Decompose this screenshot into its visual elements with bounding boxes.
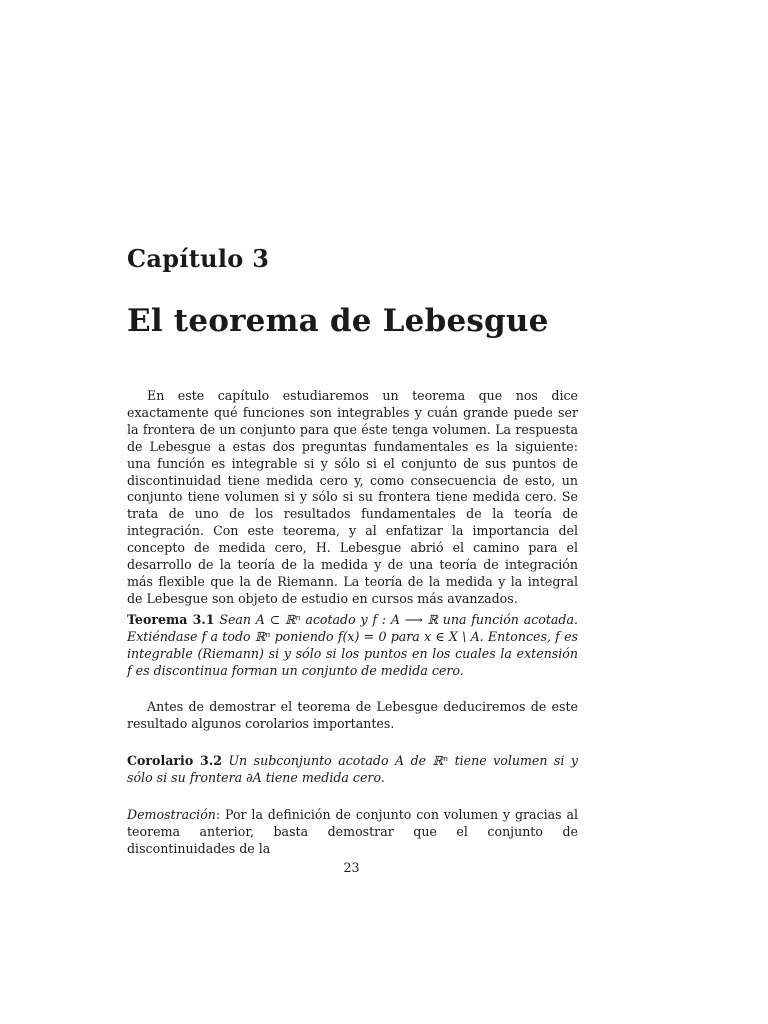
theorem-text: Sean A ⊂ ℝⁿ acotado y f : A ⟶ ℝ una función acotada. Extiéndase f a todo ℝⁿ poniendo f(x) = 0 para x ∈ X \ A. Entonces, f es integrable (Riemann) si y sólo si los puntos en los cuales la extensión f es discontinua forman un conjunto de medida cero.	[127, 612, 578, 678]
proof-block	[127, 807, 578, 858]
before-paragraph: Antes de demostrar el teorema de Lebesgue deduciremos de este resultado algunos corolarios importantes.	[127, 699, 578, 731]
corollary-text: Un subconjunto acotado A de ℝⁿ tiene volumen si y sólo si su frontera ∂A tiene medida cero.	[127, 753, 578, 785]
theorem-label: Teorema 3.1	[127, 612, 215, 627]
proof-text: : Por la definición de conjunto con volumen y gracias al teorema anterior, basta demostrar que el conjunto de discontinuidades de la	[127, 807, 578, 856]
chapter-label: Capítulo 3	[127, 244, 270, 273]
intro-paragraph: En este capítulo estudiaremos un teorema que nos dice exactamente qué funciones son integrables y cuán grande puede ser la frontera de un conjunto para que éste tenga volumen. La respuesta de Lebesgue a estas dos preguntas fundamentales es la siguiente: una función es integrable si y sólo si el conjunto de sus puntos de discontinuidad tiene medida cero y, como consecuencia de esto, un conjunto tiene volumen si y sólo si su frontera tiene medida cero. Se trata de uno de los resultados fundamentales de la teoría de integración. Con este teorema, y al enfatizar la importancia del concepto de medida cero, H. Lebesgue abrió el camino para el desarrollo de la teoría de la medida y de una teoría de integración más flexible que la de Riemann. La teoría de la medida y la integral de Lebesgue son objeto de estudio en cursos más avanzados.	[127, 388, 578, 606]
corollary-block	[127, 753, 578, 787]
corollary-label: Corolario 3.2	[127, 753, 222, 768]
page-number-text: 23	[343, 860, 360, 875]
page-number	[0, 860, 703, 875]
theorem-block	[127, 612, 578, 680]
proof-label: Demostración	[127, 807, 216, 822]
chapter-title: El teorema de Lebesgue	[127, 303, 549, 339]
